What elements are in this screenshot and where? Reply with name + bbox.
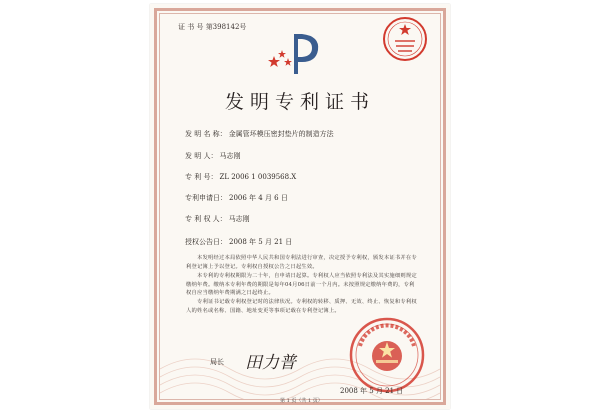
invention-name-label: 发 明 名 称： bbox=[185, 130, 227, 138]
patent-certificate bbox=[150, 4, 450, 409]
grant-date-label: 授权公告日： bbox=[185, 238, 227, 246]
page-number: 第 1 页（共 1 页） bbox=[280, 398, 323, 404]
inventor-value: 马志刚 bbox=[219, 152, 241, 160]
sipo-logo-icon bbox=[268, 28, 330, 76]
patentee-label: 专 利 权 人： bbox=[185, 215, 227, 223]
filing-date-row bbox=[185, 193, 288, 203]
patentee-row bbox=[185, 214, 250, 224]
body-paragraph-1: 本发明经过本局依照中华人民共和国专利法进行审查，决定授予专利权，颁发本证书并在专利登记簿上予以登记。专利权自授权公告之日起生效。 bbox=[186, 255, 417, 270]
director-label: 局长 bbox=[210, 358, 224, 366]
invention-name-value: 金属管坏模压密封垫片的制造方法 bbox=[228, 130, 334, 138]
invention-name-row bbox=[185, 129, 334, 139]
official-seal-bottom-icon bbox=[348, 316, 426, 394]
certificate-number bbox=[178, 22, 246, 32]
filing-date-label: 专利申请日： bbox=[185, 194, 227, 202]
patent-number-row bbox=[185, 172, 296, 182]
star-icon bbox=[284, 58, 292, 66]
issue-date: 2008 年 5 月 21 日 bbox=[340, 387, 404, 395]
patent-number-label: 专 利 号： bbox=[185, 173, 218, 181]
certificate-number-value: 第398142号 bbox=[205, 23, 247, 31]
inventor-row bbox=[185, 151, 240, 161]
grant-date-value: 2008 年 5 月 21 日 bbox=[229, 238, 293, 246]
patentee-value: 马志刚 bbox=[228, 215, 250, 223]
certificate-number-label: 证 书 号 bbox=[178, 23, 204, 31]
director-signature: 田力普 bbox=[245, 353, 296, 373]
body-paragraph-3: 专利证书记载专利权登记时的法律状况。专利权的转移、质押、无效、终止、恢复和专利权人的姓名或名称、国籍、地址变更等事项记载在专利登记簿上。 bbox=[186, 299, 417, 314]
patent-number-value: ZL 2006 1 0039568.X bbox=[219, 173, 297, 181]
official-seal-top-icon bbox=[382, 16, 428, 62]
body-paragraph-2: 本专利的专利权期限为二十年，自申请日起算。专利权人应当依照专利法及其实施细则规定缴纳年费。缴纳本专利年费的期限是每年04月06日前一个月内。未按照规定缴纳年费的，专利权自应当缴纳年费期满之日起终止。 bbox=[186, 273, 417, 296]
certificate-title: 发明专利证书 bbox=[224, 91, 375, 113]
star-icon bbox=[268, 56, 280, 67]
inventor-label: 发 明 人： bbox=[185, 152, 218, 160]
filing-date-value: 2006 年 4 月 6 日 bbox=[229, 194, 288, 202]
grant-date-row bbox=[185, 237, 292, 247]
star-icon bbox=[278, 50, 286, 58]
